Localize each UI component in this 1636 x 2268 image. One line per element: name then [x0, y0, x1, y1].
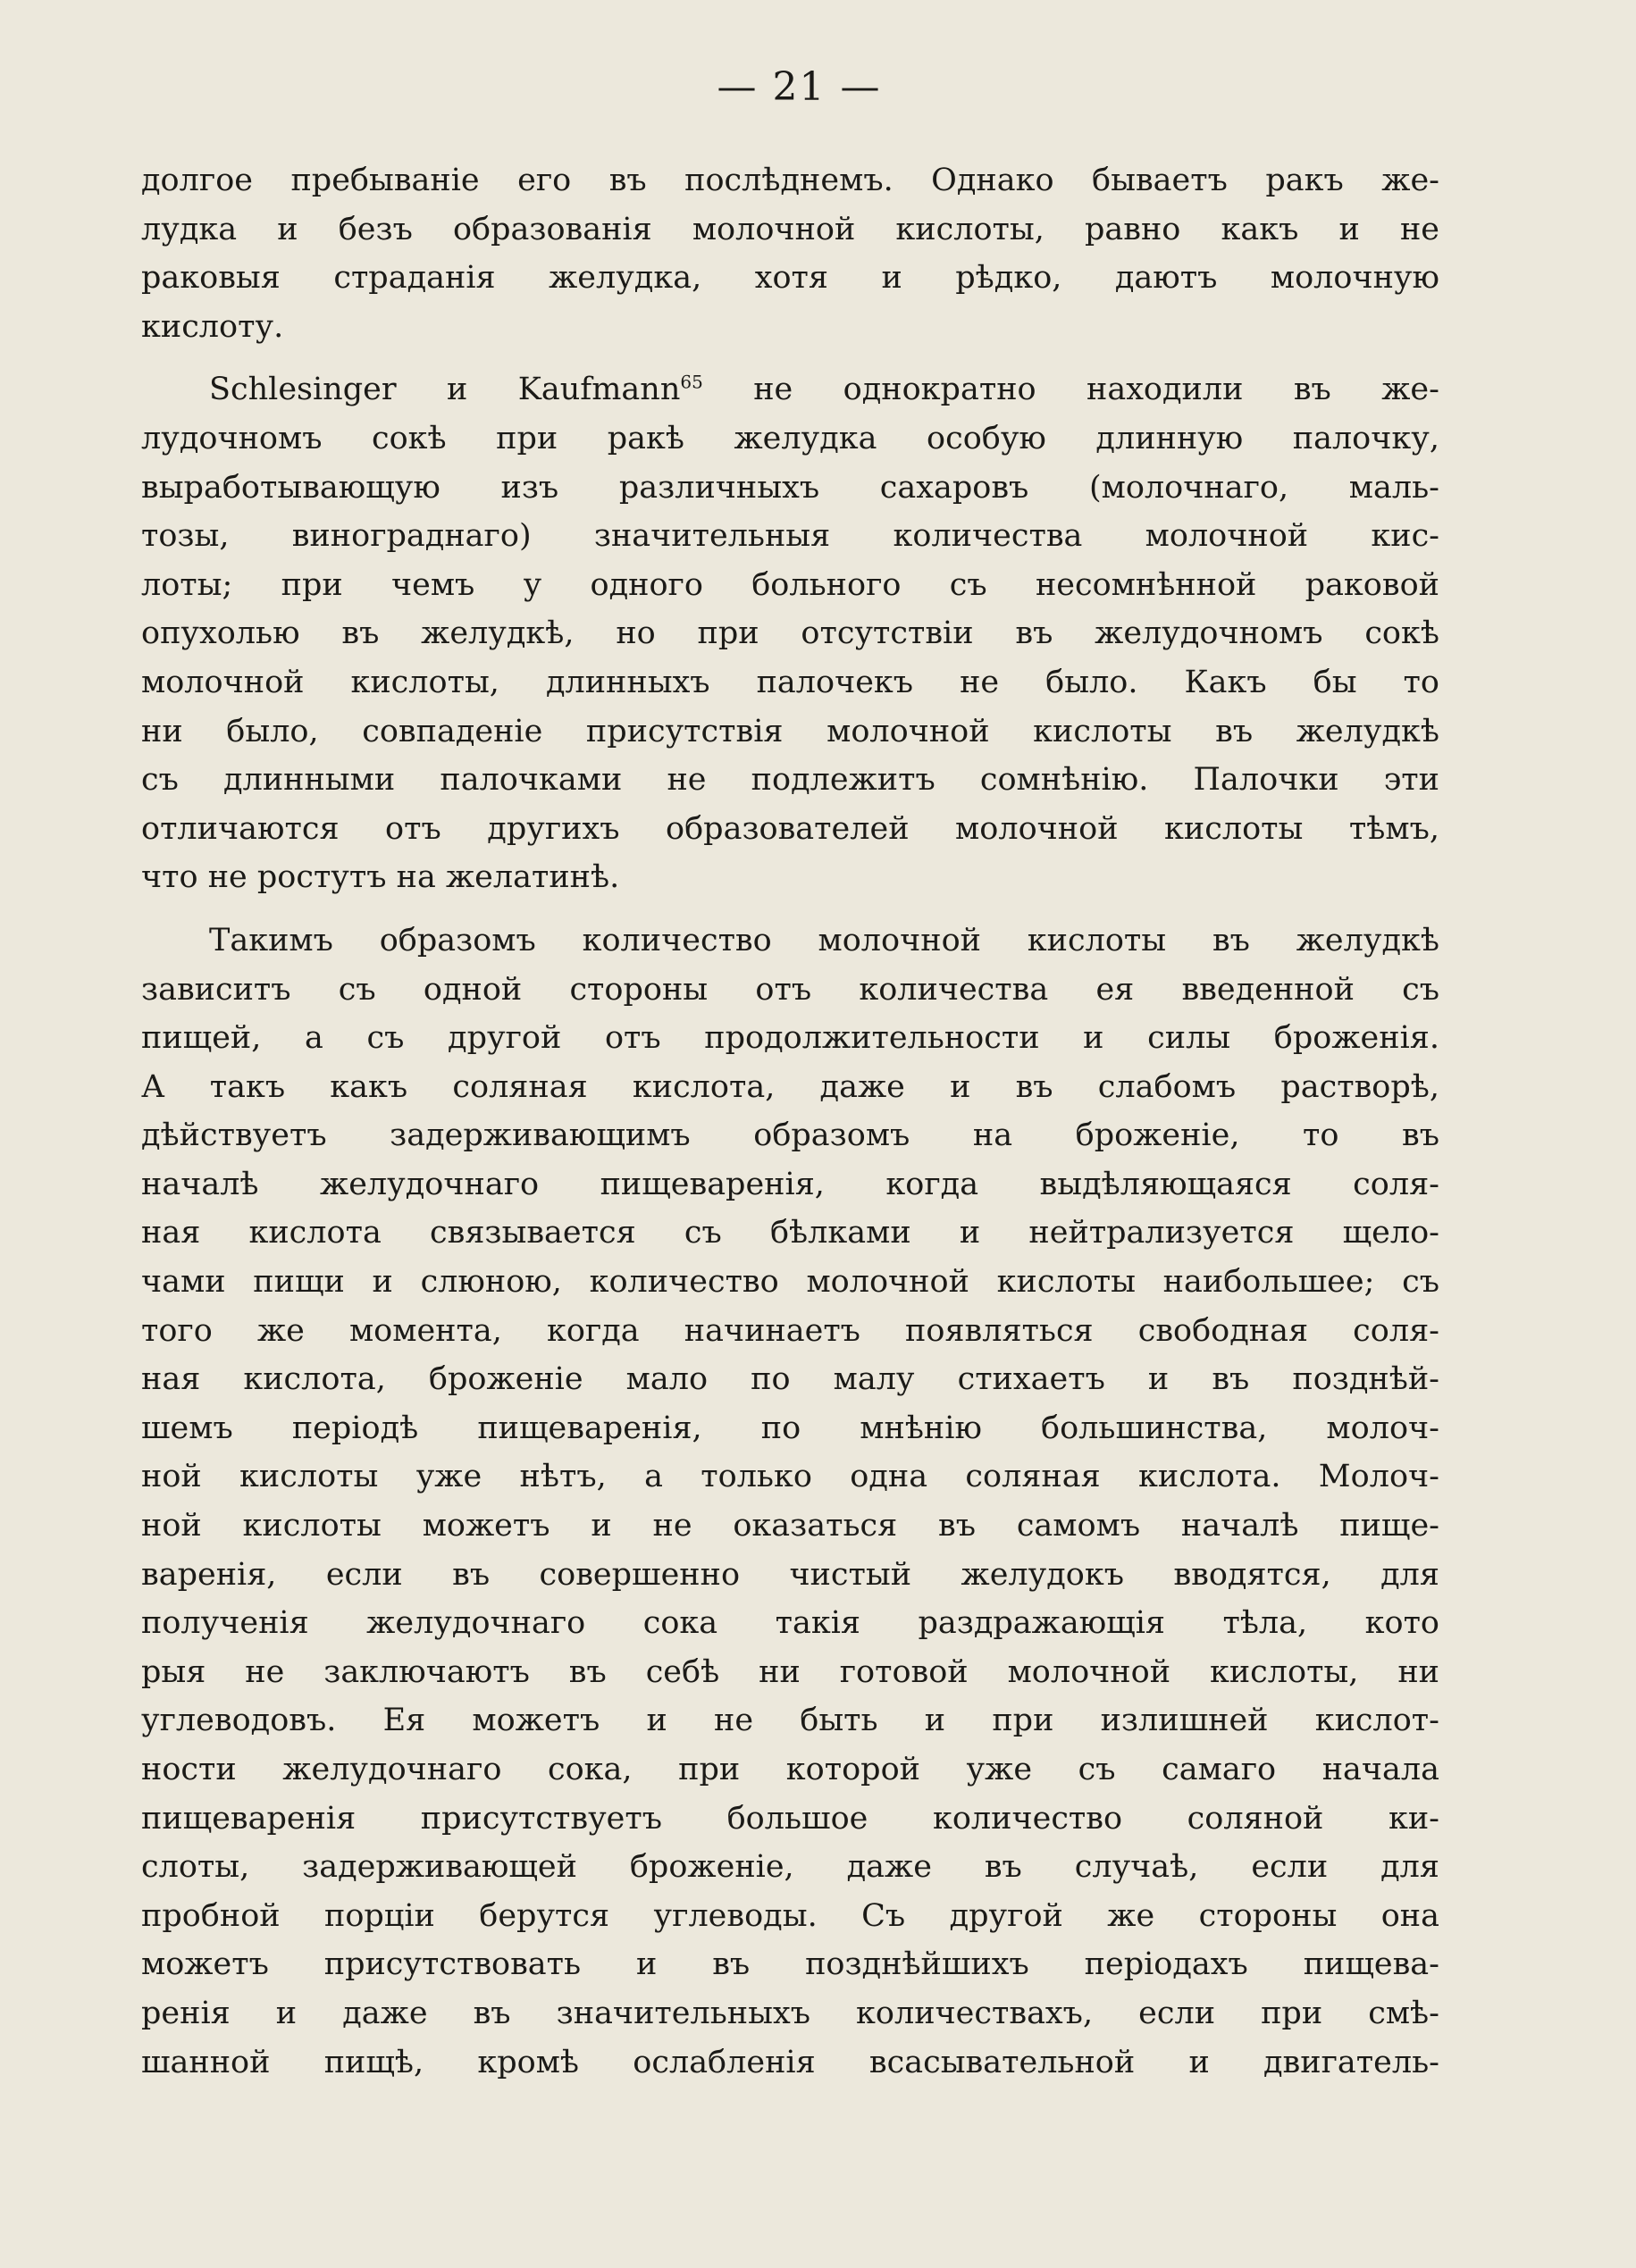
text-line: шанной пищѣ, кромѣ ослабленія всасывательной и двигатель- [141, 2044, 1439, 2080]
text-line-rest: не однократно находили въ же- [753, 372, 1439, 408]
text-line: началѣ желудочнаго пищеваренія, когда выдѣляющаяся соля- [141, 1166, 1439, 1202]
text-line: чами пищи и слюною, количество молочной кислоты наибольшее; съ [141, 1264, 1439, 1301]
authors-text: Schlesinger и Kaufmann [209, 372, 681, 408]
text-line [141, 365, 1439, 414]
text-line: ренія и даже въ значительныхъ количествахъ, если при смѣ- [141, 1995, 1439, 2031]
text-line: ни было, совпаденіе присутствія молочной кислоты въ желудкѣ [141, 713, 1439, 749]
text-line: рыя не заключаютъ въ себѣ ни готовой молочной кислоты, ни [141, 1653, 1439, 1690]
text-line: молочной кислоты, длинныхъ палочекъ не было. Какъ бы то [141, 664, 1439, 700]
text-line: пищей, а съ другой отъ продолжительности и силы броженія. [141, 1020, 1439, 1057]
text-line: того же момента, когда начинаетъ появляться свободная соля- [141, 1312, 1439, 1349]
text-line: варенія, если въ совершенно чистый желудокъ вводятся, для [141, 1556, 1439, 1593]
text-line: лоты; при чемъ у одного больного съ несомнѣнной раковой [141, 566, 1439, 603]
text-line: ной кислоты можетъ и не оказаться въ самомъ началѣ пище- [141, 1508, 1439, 1544]
text-line: выработывающую изъ различныхъ сахаровъ (молочнаго, маль- [141, 469, 1439, 506]
text-line: А такъ какъ соляная кислота, даже и въ слабомъ растворѣ, [141, 1068, 1439, 1105]
text-line: слоты, задерживающей броженіе, даже въ случаѣ, если для [141, 1849, 1439, 1886]
text-line: ная кислота, броженіе мало по малу стихаетъ и въ позднѣй- [141, 1361, 1439, 1398]
text-line: кислоту. [141, 308, 284, 345]
page-number: — 21 — [717, 64, 882, 110]
text-line: углеводовъ. Ея можетъ и не быть и при излишней кислот- [141, 1703, 1439, 1739]
text-line: опухолью въ желудкѣ, но при отсутствіи въ желудочномъ сокѣ [141, 615, 1439, 652]
text-line: съ длинными палочками не подлежитъ сомнѣнію. Палочки эти [141, 762, 1439, 799]
text-line: тозы, винограднаго) значительныя количества молочной кис- [141, 518, 1439, 555]
text-line: полученія желудочнаго сока такія раздражающія тѣла, кото [141, 1605, 1439, 1642]
text-line: можетъ присутствовать и въ позднѣйшихъ періодахъ пищева- [141, 1946, 1439, 1983]
text-line: отличаются отъ другихъ образователей молочной кислоты тѣмъ, [141, 810, 1439, 847]
text-line: ная кислота связывается съ бѣлками и нейтрализуется щело- [141, 1215, 1439, 1251]
paragraph-1 [141, 156, 1439, 351]
text-line: пробной порціи берутся углеводы. Съ другой же стороны она [141, 1897, 1439, 1934]
text-line: шемъ періодѣ пищеваренія, по мнѣнію большинства, молоч- [141, 1410, 1439, 1446]
body-text [141, 156, 1439, 2087]
text-line: долгое пребываніе его въ послѣднемъ. Однако бываетъ ракъ же- [141, 163, 1439, 198]
paragraph-2 [141, 365, 1439, 902]
text-line: дѣйствуетъ задерживающимъ образомъ на броженіе, то въ [141, 1117, 1439, 1154]
text-line: ности желудочнаго сока, при которой уже съ самаго начала [141, 1752, 1439, 1787]
footnote-reference: 65 [680, 371, 703, 393]
text-line: зависитъ съ одной стороны отъ количества ея введенной съ [141, 971, 1439, 1008]
text-line: лудка и безъ образованія молочной кислоты, равно какъ и не [141, 211, 1439, 247]
text-line: раковыя страданія желудка, хотя и рѣдко, даютъ молочную [141, 260, 1439, 297]
text-line: ной кислоты уже нѣтъ, а только одна соляная кислота. Молоч- [141, 1459, 1439, 1495]
text-line: что не ростутъ на желатинѣ. [141, 859, 620, 896]
paragraph-3 [141, 916, 1439, 2087]
text-line: лудочномъ сокѣ при ракѣ желудка особую длинную палочку, [141, 420, 1439, 456]
text-line: пищеваренія присутствуетъ большое количество соляной ки- [141, 1800, 1439, 1837]
text-line: Такимъ образомъ количество молочной кислоты въ желудкѣ [209, 922, 1439, 958]
